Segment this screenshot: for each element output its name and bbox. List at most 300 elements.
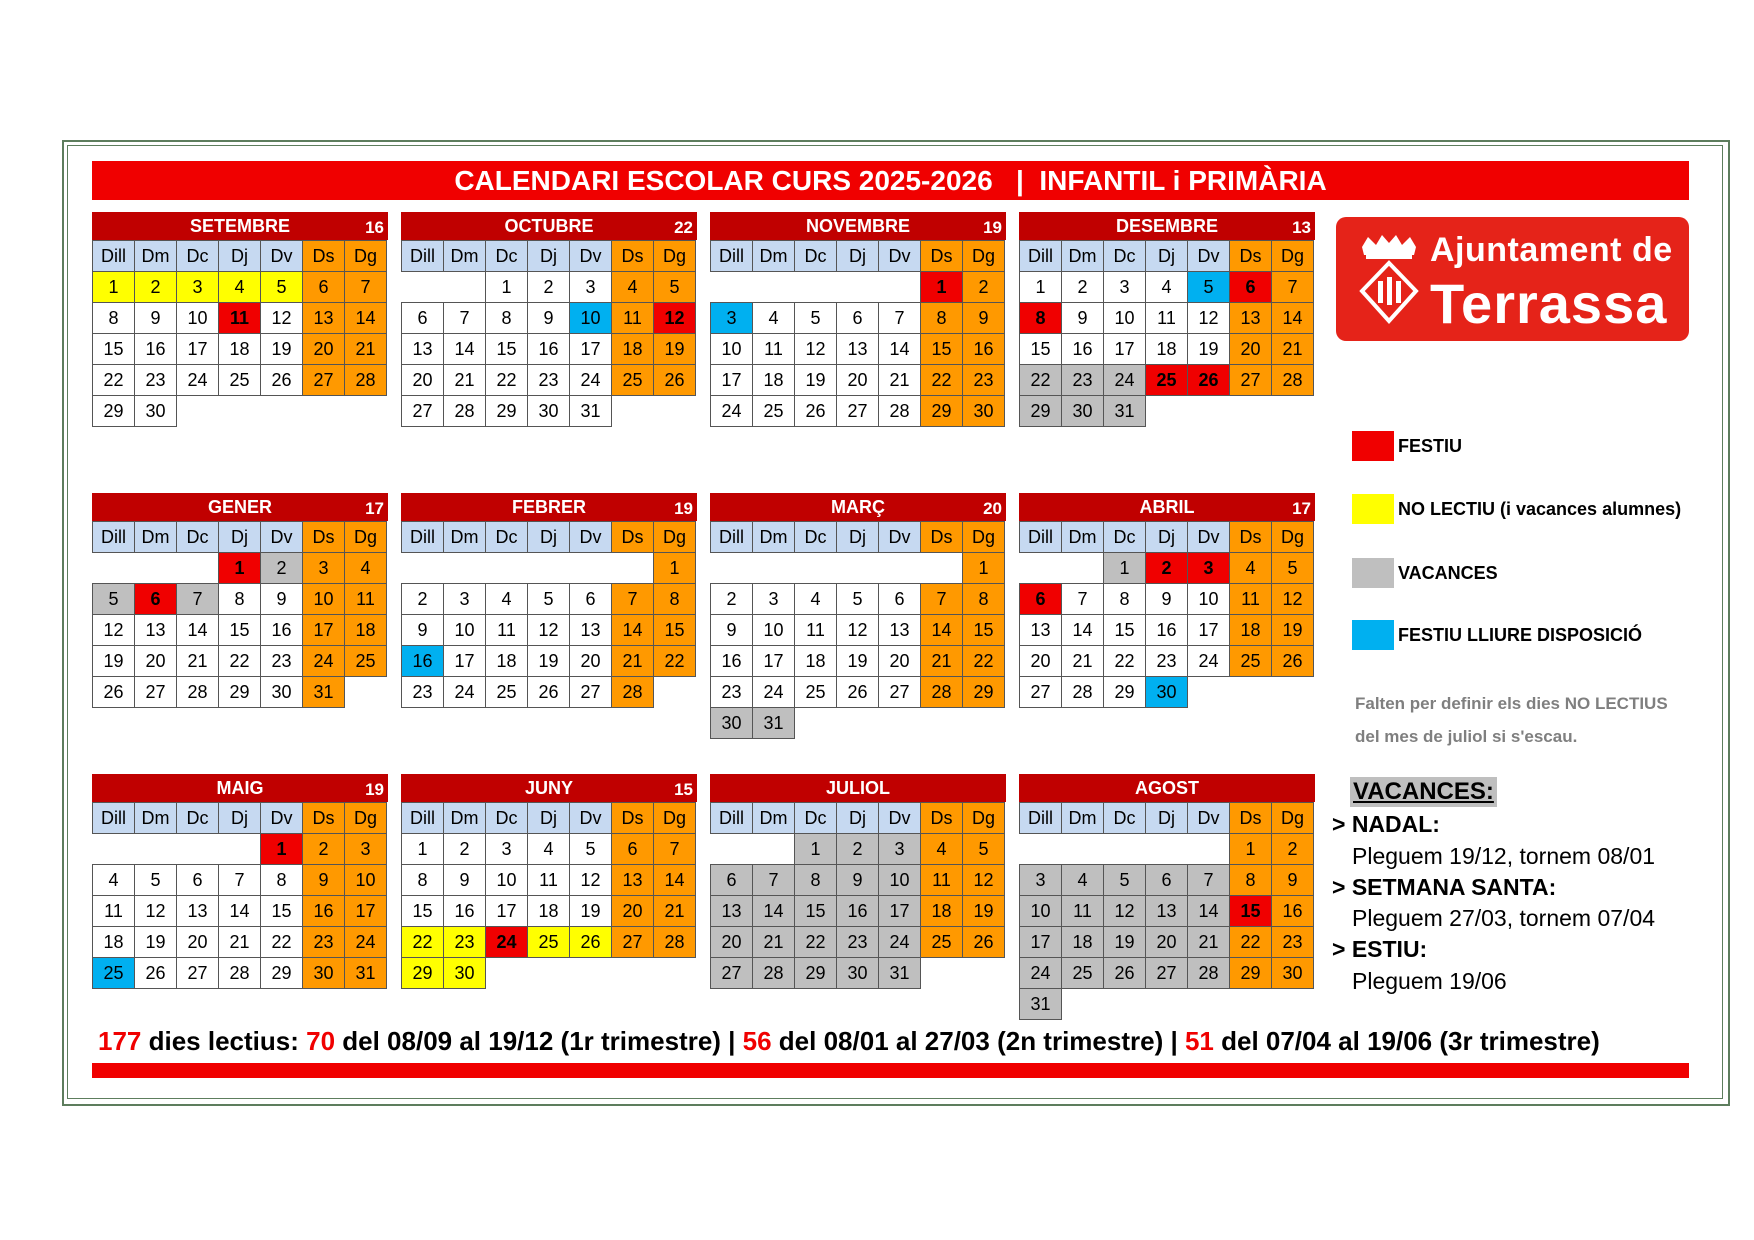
day-cell: 13 bbox=[836, 333, 879, 365]
day-cell: 20 bbox=[878, 645, 921, 677]
weekday-header: Dill bbox=[401, 521, 444, 553]
month-febrer bbox=[401, 493, 697, 707]
day-cell: 30 bbox=[1271, 957, 1314, 989]
month-header bbox=[710, 493, 1006, 521]
weekday-header: Dm bbox=[443, 521, 486, 553]
weekday-header: Dj bbox=[218, 521, 261, 553]
vacances-title: VACANCES: bbox=[1350, 777, 1497, 807]
weekday-header: Dill bbox=[1019, 240, 1062, 272]
empty-cell bbox=[710, 271, 753, 303]
weekday-header: Ds bbox=[611, 802, 654, 834]
day-cell: 31 bbox=[344, 957, 387, 989]
day-cell: 16 bbox=[401, 645, 444, 677]
day-cell: 6 bbox=[176, 864, 219, 896]
day-cell: 13 bbox=[878, 614, 921, 646]
day-cell: 18 bbox=[1145, 333, 1188, 365]
month-header bbox=[1019, 774, 1315, 802]
day-cell: 17 bbox=[752, 645, 795, 677]
weekday-header: Dv bbox=[569, 802, 612, 834]
day-cell: 30 bbox=[302, 957, 345, 989]
weekday-header: Ds bbox=[920, 240, 963, 272]
day-cell: 10 bbox=[878, 864, 921, 896]
month-days-grid bbox=[401, 521, 695, 707]
logo-line-2: Terrassa bbox=[1430, 272, 1668, 335]
day-cell: 18 bbox=[485, 645, 528, 677]
day-cell: 15 bbox=[653, 614, 696, 646]
day-cell: 22 bbox=[218, 645, 261, 677]
day-cell: 11 bbox=[1061, 895, 1104, 927]
day-cell: 29 bbox=[794, 957, 837, 989]
day-cell: 3 bbox=[1103, 271, 1146, 303]
day-cell: 28 bbox=[218, 957, 261, 989]
weekday-header: Dj bbox=[836, 802, 879, 834]
month-lective-count: 19 bbox=[365, 780, 384, 799]
terrassa-logo bbox=[1336, 217, 1689, 341]
day-cell: 21 bbox=[1061, 645, 1104, 677]
empty-cell bbox=[527, 552, 570, 584]
day-cell: 15 bbox=[485, 333, 528, 365]
day-cell: 22 bbox=[962, 645, 1005, 677]
weekday-header: Dj bbox=[1145, 802, 1188, 834]
day-cell: 23 bbox=[443, 926, 486, 958]
day-cell: 10 bbox=[1103, 302, 1146, 334]
day-cell: 24 bbox=[302, 645, 345, 677]
footer-text-2: del 08/09 al 19/12 (1r trimestre) | bbox=[335, 1026, 743, 1056]
weekday-header: Dg bbox=[344, 240, 387, 272]
day-cell: 26 bbox=[527, 676, 570, 708]
day-cell: 6 bbox=[1145, 864, 1188, 896]
empty-cell bbox=[878, 271, 921, 303]
day-cell: 27 bbox=[134, 676, 177, 708]
day-cell: 7 bbox=[176, 583, 219, 615]
day-cell: 2 bbox=[836, 833, 879, 865]
month-name: OCTUBRE bbox=[504, 216, 594, 236]
month-lective-count: 17 bbox=[365, 499, 384, 518]
month-desembre bbox=[1019, 212, 1315, 426]
day-cell: 13 bbox=[302, 302, 345, 334]
weekday-header: Ds bbox=[920, 521, 963, 553]
weekday-header: Dm bbox=[134, 521, 177, 553]
day-cell: 30 bbox=[260, 676, 303, 708]
day-cell: 12 bbox=[260, 302, 303, 334]
day-cell: 11 bbox=[611, 302, 654, 334]
legend-festiu-lliure bbox=[1352, 620, 1722, 654]
day-cell: 17 bbox=[485, 895, 528, 927]
day-cell: 10 bbox=[302, 583, 345, 615]
footer-text-1: dies lectius: bbox=[141, 1026, 307, 1056]
weekday-header: Dg bbox=[653, 802, 696, 834]
empty-cell bbox=[710, 833, 753, 865]
day-cell: 10 bbox=[569, 302, 612, 334]
day-cell: 16 bbox=[836, 895, 879, 927]
day-cell: 21 bbox=[176, 645, 219, 677]
day-cell: 16 bbox=[443, 895, 486, 927]
day-cell: 14 bbox=[752, 895, 795, 927]
day-cell: 26 bbox=[836, 676, 879, 708]
day-cell: 23 bbox=[1145, 645, 1188, 677]
empty-cell bbox=[1019, 552, 1062, 584]
day-cell: 23 bbox=[134, 364, 177, 396]
day-cell: 5 bbox=[1103, 864, 1146, 896]
weekday-header: Dill bbox=[710, 802, 753, 834]
month-name: MAIG bbox=[216, 778, 264, 798]
empty-cell bbox=[878, 552, 921, 584]
day-cell: 4 bbox=[1061, 864, 1104, 896]
day-cell: 24 bbox=[344, 926, 387, 958]
day-cell: 3 bbox=[752, 583, 795, 615]
day-cell: 6 bbox=[401, 302, 444, 334]
logo-line-1: Ajuntament de bbox=[1430, 231, 1673, 269]
weekday-header: Dm bbox=[1061, 802, 1104, 834]
empty-cell bbox=[752, 271, 795, 303]
day-cell: 30 bbox=[710, 707, 753, 739]
footer-summary bbox=[98, 1026, 1600, 1057]
footer-text-4: del 07/04 al 19/06 (3r trimestre) bbox=[1213, 1026, 1600, 1056]
day-cell: 23 bbox=[836, 926, 879, 958]
day-cell: 31 bbox=[1019, 988, 1062, 1020]
month-header bbox=[710, 774, 1006, 802]
day-cell: 5 bbox=[653, 271, 696, 303]
day-cell: 19 bbox=[836, 645, 879, 677]
day-cell: 20 bbox=[401, 364, 444, 396]
day-cell: 18 bbox=[794, 645, 837, 677]
weekday-header: Dm bbox=[752, 521, 795, 553]
day-cell: 6 bbox=[611, 833, 654, 865]
month-lective-count: 20 bbox=[983, 499, 1002, 518]
vacances-nadal-text: Pleguem 19/12, tornem 08/01 bbox=[1352, 843, 1656, 869]
day-cell: 8 bbox=[962, 583, 1005, 615]
vacances-estiu: > ESTIU: bbox=[1332, 936, 1428, 962]
day-cell: 30 bbox=[527, 395, 570, 427]
day-cell: 5 bbox=[260, 271, 303, 303]
day-cell: 21 bbox=[611, 645, 654, 677]
weekday-header: Dill bbox=[401, 240, 444, 272]
legend-label: VACANCES bbox=[1398, 563, 1498, 583]
day-cell: 1 bbox=[920, 271, 963, 303]
day-cell: 6 bbox=[1229, 271, 1272, 303]
day-cell: 6 bbox=[1019, 583, 1062, 615]
day-cell: 7 bbox=[1061, 583, 1104, 615]
weekday-header: Ds bbox=[302, 521, 345, 553]
day-cell: 28 bbox=[752, 957, 795, 989]
day-cell: 11 bbox=[1145, 302, 1188, 334]
note-line-1: Falten per definir els dies NO LECTIUS bbox=[1355, 694, 1668, 713]
day-cell: 14 bbox=[653, 864, 696, 896]
day-cell: 4 bbox=[794, 583, 837, 615]
month-juliol bbox=[710, 774, 1006, 988]
day-cell: 28 bbox=[443, 395, 486, 427]
month-header bbox=[92, 493, 388, 521]
day-cell: 21 bbox=[443, 364, 486, 396]
day-cell: 23 bbox=[527, 364, 570, 396]
day-cell: 8 bbox=[485, 302, 528, 334]
weekday-header: Dv bbox=[1187, 240, 1230, 272]
weekday-header: Dv bbox=[260, 240, 303, 272]
day-cell: 18 bbox=[611, 333, 654, 365]
day-cell: 1 bbox=[260, 833, 303, 865]
day-cell: 14 bbox=[920, 614, 963, 646]
day-cell: 4 bbox=[527, 833, 570, 865]
day-cell: 22 bbox=[1103, 645, 1146, 677]
day-cell: 15 bbox=[1019, 333, 1062, 365]
day-cell: 24 bbox=[176, 364, 219, 396]
day-cell: 6 bbox=[134, 583, 177, 615]
day-cell: 19 bbox=[569, 895, 612, 927]
legend-label: NO LECTIU (i vacances alumnes) bbox=[1398, 499, 1682, 519]
day-cell: 2 bbox=[401, 583, 444, 615]
weekday-header: Dc bbox=[485, 521, 528, 553]
day-cell: 13 bbox=[176, 895, 219, 927]
weekday-header: Dv bbox=[260, 521, 303, 553]
day-cell: 3 bbox=[443, 583, 486, 615]
month-lective-count: 19 bbox=[674, 499, 693, 518]
day-cell: 19 bbox=[794, 364, 837, 396]
month-name: JUNY bbox=[524, 778, 573, 798]
weekday-header: Ds bbox=[1229, 521, 1272, 553]
month-lective-count: 13 bbox=[1292, 218, 1311, 237]
day-cell: 6 bbox=[710, 864, 753, 896]
day-cell: 29 bbox=[920, 395, 963, 427]
empty-cell bbox=[134, 552, 177, 584]
day-cell: 3 bbox=[710, 302, 753, 334]
day-cell: 31 bbox=[752, 707, 795, 739]
day-cell: 25 bbox=[1061, 957, 1104, 989]
day-cell: 21 bbox=[344, 333, 387, 365]
day-cell: 5 bbox=[962, 833, 1005, 865]
day-cell: 24 bbox=[1187, 645, 1230, 677]
weekday-header: Dm bbox=[752, 240, 795, 272]
day-cell: 14 bbox=[1061, 614, 1104, 646]
month-octubre bbox=[401, 212, 697, 426]
weekday-header: Dg bbox=[962, 521, 1005, 553]
weekday-header: Dc bbox=[794, 521, 837, 553]
day-cell: 22 bbox=[920, 364, 963, 396]
day-cell: 16 bbox=[710, 645, 753, 677]
empty-cell bbox=[1145, 833, 1188, 865]
day-cell: 8 bbox=[92, 302, 135, 334]
day-cell: 1 bbox=[1019, 271, 1062, 303]
legend-label: FESTIU bbox=[1398, 436, 1463, 456]
empty-cell bbox=[401, 552, 444, 584]
month-gener bbox=[92, 493, 388, 707]
day-cell: 2 bbox=[134, 271, 177, 303]
note-line-2: del mes de juliol si s'escau. bbox=[1355, 727, 1578, 746]
day-cell: 15 bbox=[218, 614, 261, 646]
day-cell: 14 bbox=[1271, 302, 1314, 334]
month-abril bbox=[1019, 493, 1315, 707]
weekday-header: Dc bbox=[176, 240, 219, 272]
day-cell: 7 bbox=[611, 583, 654, 615]
weekday-header: Dc bbox=[794, 240, 837, 272]
empty-cell bbox=[611, 552, 654, 584]
day-cell: 3 bbox=[302, 552, 345, 584]
day-cell: 7 bbox=[878, 302, 921, 334]
weekday-header: Dj bbox=[1145, 240, 1188, 272]
day-cell: 20 bbox=[611, 895, 654, 927]
day-cell: 15 bbox=[962, 614, 1005, 646]
day-cell: 20 bbox=[1019, 645, 1062, 677]
day-cell: 27 bbox=[302, 364, 345, 396]
day-cell: 26 bbox=[1271, 645, 1314, 677]
day-cell: 4 bbox=[92, 864, 135, 896]
day-cell: 12 bbox=[1187, 302, 1230, 334]
month-days-grid bbox=[710, 240, 1004, 426]
day-cell: 8 bbox=[401, 864, 444, 896]
weekday-header: Ds bbox=[920, 802, 963, 834]
empty-cell bbox=[218, 833, 261, 865]
weekday-header: Dm bbox=[134, 240, 177, 272]
weekday-header: Dv bbox=[260, 802, 303, 834]
day-cell: 29 bbox=[218, 676, 261, 708]
weekday-header: Dill bbox=[1019, 521, 1062, 553]
month-name: FEBRER bbox=[511, 497, 586, 517]
day-cell: 9 bbox=[1145, 583, 1188, 615]
vacances-estiu-text: Pleguem 19/06 bbox=[1352, 968, 1507, 994]
day-cell: 28 bbox=[920, 676, 963, 708]
day-cell: 10 bbox=[1019, 895, 1062, 927]
day-cell: 21 bbox=[1271, 333, 1314, 365]
day-cell: 15 bbox=[260, 895, 303, 927]
day-cell: 3 bbox=[569, 271, 612, 303]
day-cell: 1 bbox=[218, 552, 261, 584]
day-cell: 25 bbox=[1145, 364, 1188, 396]
day-cell: 5 bbox=[527, 583, 570, 615]
day-cell: 19 bbox=[1271, 614, 1314, 646]
day-cell: 5 bbox=[92, 583, 135, 615]
day-cell: 23 bbox=[710, 676, 753, 708]
day-cell: 14 bbox=[344, 302, 387, 334]
weekday-header: Dj bbox=[527, 521, 570, 553]
day-cell: 16 bbox=[1061, 333, 1104, 365]
empty-cell bbox=[1061, 833, 1104, 865]
month-name: MARÇ bbox=[831, 497, 885, 517]
day-cell: 19 bbox=[653, 333, 696, 365]
day-cell: 20 bbox=[710, 926, 753, 958]
day-cell: 13 bbox=[401, 333, 444, 365]
vacances-setmana-santa: > SETMANA SANTA: bbox=[1332, 874, 1557, 900]
day-cell: 27 bbox=[710, 957, 753, 989]
empty-cell bbox=[710, 552, 753, 584]
day-cell: 8 bbox=[1229, 864, 1272, 896]
day-cell: 24 bbox=[710, 395, 753, 427]
day-cell: 21 bbox=[920, 645, 963, 677]
month-name: NOVEMBRE bbox=[805, 216, 910, 236]
day-cell: 29 bbox=[260, 957, 303, 989]
weekday-header: Dm bbox=[1061, 240, 1104, 272]
day-cell: 19 bbox=[962, 895, 1005, 927]
day-cell: 30 bbox=[134, 395, 177, 427]
weekday-header: Dm bbox=[134, 802, 177, 834]
day-cell: 25 bbox=[344, 645, 387, 677]
day-cell: 2 bbox=[1145, 552, 1188, 584]
weekday-header: Dv bbox=[569, 521, 612, 553]
footer-term-1: 70 bbox=[306, 1026, 336, 1056]
page-title: CALENDARI ESCOLAR CURS 2025-2026 | INFANTIL i PRIMÀRIA bbox=[92, 161, 1689, 200]
day-cell: 24 bbox=[1103, 364, 1146, 396]
day-cell: 9 bbox=[260, 583, 303, 615]
day-cell: 17 bbox=[1187, 614, 1230, 646]
day-cell: 5 bbox=[1187, 271, 1230, 303]
weekday-header: Ds bbox=[1229, 802, 1272, 834]
day-cell: 19 bbox=[527, 645, 570, 677]
day-cell: 26 bbox=[962, 926, 1005, 958]
footer-term-2: 56 bbox=[742, 1026, 772, 1056]
day-cell: 23 bbox=[1271, 926, 1314, 958]
day-cell: 27 bbox=[611, 926, 654, 958]
day-cell: 4 bbox=[344, 552, 387, 584]
weekday-header: Dg bbox=[653, 521, 696, 553]
day-cell: 20 bbox=[1229, 333, 1272, 365]
day-cell: 30 bbox=[1145, 676, 1188, 708]
day-cell: 29 bbox=[1229, 957, 1272, 989]
day-cell: 6 bbox=[836, 302, 879, 334]
weekday-header: Dc bbox=[485, 802, 528, 834]
weekday-header: Dg bbox=[1271, 802, 1314, 834]
month-agost bbox=[1019, 774, 1315, 1019]
day-cell: 29 bbox=[962, 676, 1005, 708]
day-cell: 28 bbox=[176, 676, 219, 708]
empty-cell bbox=[1061, 552, 1104, 584]
day-cell: 9 bbox=[401, 614, 444, 646]
day-cell: 5 bbox=[134, 864, 177, 896]
empty-cell bbox=[794, 552, 837, 584]
day-cell: 25 bbox=[218, 364, 261, 396]
day-cell: 6 bbox=[302, 271, 345, 303]
day-cell: 12 bbox=[1271, 583, 1314, 615]
day-cell: 24 bbox=[878, 926, 921, 958]
day-cell: 18 bbox=[1061, 926, 1104, 958]
month-name: GENER bbox=[207, 497, 272, 517]
weekday-header: Dill bbox=[1019, 802, 1062, 834]
day-cell: 2 bbox=[302, 833, 345, 865]
day-cell: 26 bbox=[1187, 364, 1230, 396]
day-cell: 20 bbox=[176, 926, 219, 958]
day-cell: 30 bbox=[836, 957, 879, 989]
empty-cell bbox=[752, 833, 795, 865]
day-cell: 11 bbox=[920, 864, 963, 896]
day-cell: 13 bbox=[1229, 302, 1272, 334]
day-cell: 9 bbox=[527, 302, 570, 334]
empty-cell bbox=[92, 833, 135, 865]
day-cell: 4 bbox=[485, 583, 528, 615]
day-cell: 12 bbox=[92, 614, 135, 646]
day-cell: 5 bbox=[794, 302, 837, 334]
day-cell: 27 bbox=[401, 395, 444, 427]
day-cell: 21 bbox=[653, 895, 696, 927]
day-cell: 13 bbox=[611, 864, 654, 896]
day-cell: 8 bbox=[260, 864, 303, 896]
day-cell: 17 bbox=[176, 333, 219, 365]
day-cell: 10 bbox=[485, 864, 528, 896]
empty-cell bbox=[1187, 833, 1230, 865]
day-cell: 18 bbox=[218, 333, 261, 365]
day-cell: 1 bbox=[794, 833, 837, 865]
day-cell: 21 bbox=[752, 926, 795, 958]
month-maig bbox=[92, 774, 388, 988]
empty-cell bbox=[569, 552, 612, 584]
day-cell: 22 bbox=[1229, 926, 1272, 958]
day-cell: 14 bbox=[611, 614, 654, 646]
day-cell: 1 bbox=[1229, 833, 1272, 865]
day-cell: 3 bbox=[485, 833, 528, 865]
day-cell: 15 bbox=[920, 333, 963, 365]
weekday-header: Dc bbox=[1103, 521, 1146, 553]
footer-total: 177 bbox=[98, 1026, 142, 1056]
day-cell: 5 bbox=[836, 583, 879, 615]
month-header bbox=[401, 212, 697, 240]
day-cell: 31 bbox=[1103, 395, 1146, 427]
month-days-grid bbox=[710, 802, 1004, 988]
